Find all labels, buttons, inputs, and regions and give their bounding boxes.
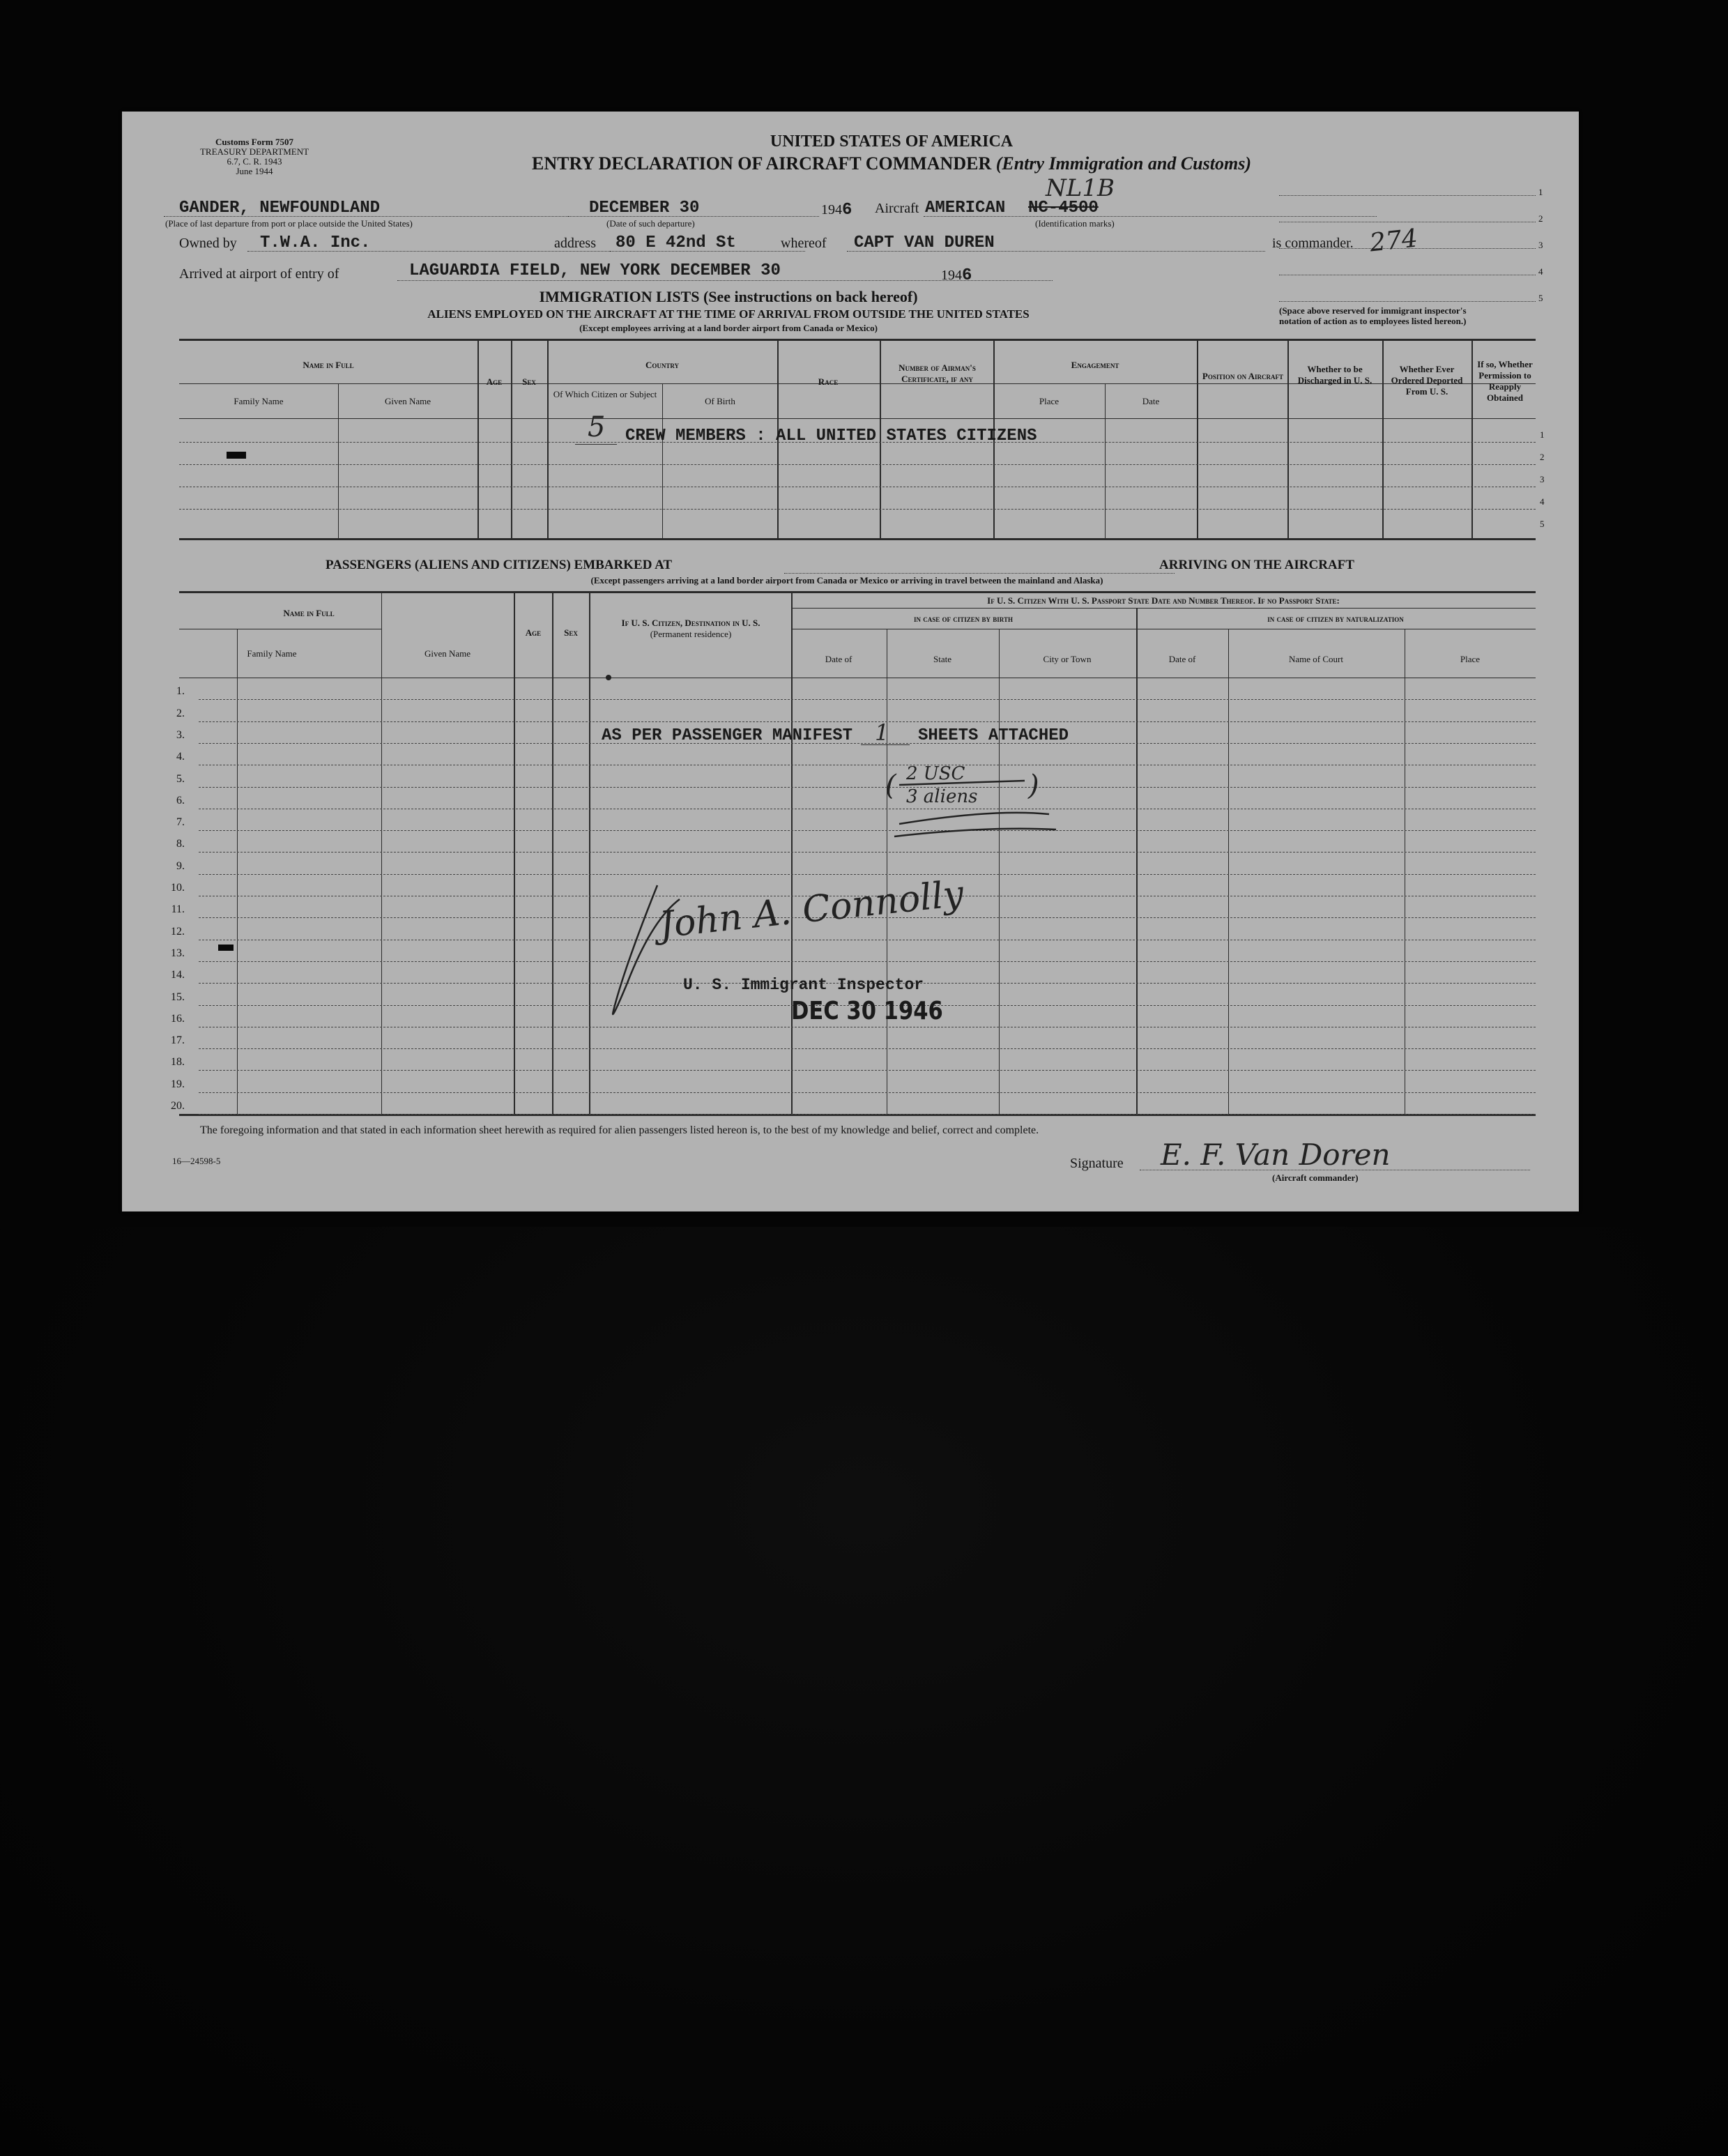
aircraft-name: AMERICAN [925, 199, 1006, 217]
hand-paren-open: ( [885, 770, 896, 802]
manifest-sheets: 1 [875, 719, 889, 746]
aircraft-caption: (Identification marks) [1035, 218, 1115, 229]
imm-h-sex: Sex [522, 376, 536, 387]
hand-note-2: 3 aliens [906, 786, 978, 807]
pass-h-by-naturalization: in case of citizen by naturalization [1267, 613, 1404, 624]
ink-blot-2 [218, 945, 234, 951]
passenger-row-number: 7. [176, 816, 185, 829]
imm-h-race: Race [818, 376, 839, 387]
owner-address: 80 E 42nd St [615, 234, 736, 252]
departure-date: DECEMBER 30 [589, 199, 700, 217]
passenger-row-number: 12. [171, 925, 185, 938]
pass-h-date-of-2: Date of [1168, 654, 1196, 664]
side-line-2: 2 [1538, 213, 1543, 224]
aircraft-hand-id: NL1B [1046, 174, 1115, 202]
form-cfr: 6.7, C. R. 1943 [227, 156, 282, 167]
passenger-row-number: 10. [171, 882, 185, 894]
address-label: address [554, 236, 596, 251]
imm-row-num-5: 5 [1540, 519, 1545, 529]
owner: T.W.A. Inc. [260, 234, 371, 252]
pass-h-destination-sub: (Permanent residence) [650, 629, 732, 639]
passenger-row-number: 5. [176, 772, 185, 785]
pass-h-city: City or Town [1043, 654, 1092, 664]
immigration-subtitle: ALIENS EMPLOYED ON THE AIRCRAFT AT THE TIME OF ARRIVAL FROM OUTSIDE THE UNITED STATES [427, 307, 1030, 321]
immigration-title: IMMIGRATION LISTS (See instructions on back hereof) [539, 288, 918, 305]
hand-strokes [122, 112, 1579, 1211]
passenger-row-number: 19. [171, 1078, 185, 1090]
hand-paren-close: ) [1028, 770, 1039, 802]
commander-name: CAPT VAN DUREN [854, 234, 995, 252]
arrived-label: Arrived at airport of entry of [179, 266, 339, 282]
manifest-text-2: SHEETS ATTACHED [918, 726, 1069, 745]
passenger-row-number: 14. [171, 969, 185, 981]
passengers-note: (Except passengers arriving at a land border airport from Canada or Mexico or arriving in travel between the mainland and Alaska) [590, 575, 1103, 586]
passenger-row-number: 15. [171, 991, 185, 1003]
imm-h-family-name: Family Name [234, 396, 284, 406]
passenger-row-number: 1. [176, 685, 185, 698]
form-title-paren: (Entry Immigration and Customs) [995, 153, 1251, 174]
pass-h-court: Name of Court [1289, 654, 1343, 664]
passenger-row-number: 20. [171, 1100, 185, 1112]
passenger-row-number: 9. [176, 859, 185, 872]
passenger-row-number: 16. [171, 1012, 185, 1025]
inspector-date-stamp: DEC 30 1946 [791, 997, 943, 1025]
whereof-label: whereof [781, 236, 827, 251]
passenger-row-number: 4. [176, 751, 185, 763]
departure-year-prefix: 194 [821, 202, 842, 217]
side-line-1: 1 [1538, 187, 1543, 197]
imm-row-num-2: 2 [1540, 452, 1545, 462]
side-line-3: 3 [1538, 240, 1543, 250]
arrival-place-date: LAGUARDIA FIELD, NEW YORK DECEMBER 30 [409, 261, 781, 280]
country-title: UNITED STATES OF AMERICA [770, 132, 1014, 151]
imm-h-airman-cert: Number of Airman's Certificate, if any [899, 362, 976, 384]
pass-h-place: Place [1460, 654, 1481, 664]
passenger-row-number: 17. [171, 1034, 185, 1047]
crew-count: 5 [588, 411, 606, 443]
imm-row-num-4: 4 [1540, 496, 1545, 507]
imm-h-engagement: Engagement [1071, 360, 1119, 370]
passenger-row-number: 6. [176, 794, 185, 806]
side-line-4: 4 [1538, 266, 1543, 277]
pass-h-family-name: Family Name [247, 648, 297, 659]
imm-h-name-in-full: Name in Full [303, 360, 354, 370]
passengers-title-right: ARRIVING ON THE AIRCRAFT [1159, 558, 1354, 572]
imm-h-position: Position on Aircraft [1202, 371, 1284, 381]
imm-h-permission: If so, Whether Permission to Reapply Obtained [1477, 359, 1533, 403]
departure-date-caption: (Date of such departure) [606, 218, 695, 229]
pass-h-state: State [933, 654, 951, 664]
imm-h-place: Place [1039, 396, 1060, 406]
passengers-title-left: PASSENGERS (ALIENS AND CITIZENS) EMBARKED AT [326, 558, 673, 572]
aircraft-struck-id: NC-4500 [1028, 199, 1099, 217]
stamp-number: 274 [1368, 224, 1419, 258]
signature-caption: (Aircraft commander) [1272, 1172, 1359, 1183]
form-department: TREASURY DEPARTMENT [199, 146, 309, 157]
form-title-main: ENTRY DECLARATION OF AIRCRAFT COMMANDER [532, 153, 992, 174]
pass-h-date-of: Date of [825, 654, 852, 664]
departure-place: GANDER, NEWFOUNDLAND [179, 199, 381, 217]
form-number: Customs Form 7507 [215, 137, 293, 147]
inspector-title: U. S. Immigrant Inspector [683, 976, 924, 994]
passenger-row-number: 11. [171, 903, 185, 916]
passenger-row-number: 3. [176, 728, 185, 741]
pass-h-age: Age [525, 627, 542, 638]
passenger-row-number: 13. [171, 947, 185, 959]
print-code: 16—24598-5 [172, 1156, 221, 1166]
passenger-row-number: 2. [176, 707, 185, 719]
aircraft-label: Aircraft [875, 201, 919, 216]
imm-row-num-3: 3 [1540, 474, 1545, 484]
owned-label: Owned by [179, 236, 237, 251]
form-date: June 1944 [236, 166, 273, 176]
imm-h-given-name: Given Name [384, 396, 431, 406]
declaration-text: The foregoing information and that stated in each information sheet herewith as required for alien passengers listed hereon is, to the best of my knowledge and belief, correct and complete. [200, 1124, 1039, 1136]
departure-year-suffix: 6 [842, 201, 852, 220]
pass-h-sex: Sex [564, 627, 578, 638]
crew-entry: CREW MEMBERS : ALL UNITED STATES CITIZENS [625, 427, 1037, 445]
pass-h-name-in-full: Name in Full [283, 608, 335, 618]
inspector-signature: John A. Connolly [657, 873, 966, 947]
signature-label: Signature [1070, 1156, 1124, 1171]
pass-h-by-birth: in case of citizen by birth [914, 613, 1013, 624]
imm-h-country: Country [645, 360, 680, 370]
passenger-row-number: 18. [171, 1056, 185, 1069]
side-line-5: 5 [1538, 293, 1543, 303]
imm-row-num-1: 1 [1540, 429, 1545, 440]
immigration-note: (Except employees arriving at a land border airport from Canada or Mexico) [579, 323, 878, 333]
pass-h-given-name: Given Name [424, 648, 471, 659]
imm-h-citizen-of: Of Which Citizen or Subject [553, 389, 657, 399]
manifest-text-1: AS PER PASSENGER MANIFEST [602, 726, 853, 745]
commander-signature: E. F. Van Doren [1161, 1138, 1391, 1172]
imm-h-age: Age [486, 376, 503, 387]
side-box-caption-2: notation of action as to employees listed hereon.) [1279, 316, 1467, 326]
scan-background [0, 1227, 1728, 2156]
entry-declaration-form [122, 112, 1579, 1211]
arrival-year-prefix: 194 [941, 268, 962, 283]
departure-place-caption: (Place of last departure from port or place outside the United States) [165, 218, 413, 229]
pass-h-passport: If U. S. Citizen With U. S. Passport State Date and Number Thereof. If no Passport State: [987, 595, 1340, 606]
imm-h-discharged: Whether to be Discharged in U. S. [1297, 364, 1373, 385]
side-box-caption-1: (Space above reserved for immigrant inspector's [1279, 305, 1467, 316]
pass-h-destination-main: If U. S. Citizen, Destination in U. S. [621, 618, 760, 628]
imm-h-date: Date [1142, 396, 1160, 406]
imm-h-of-birth: Of Birth [705, 396, 735, 406]
passenger-row-number: 8. [176, 838, 185, 850]
imm-h-deported: Whether Ever Ordered Deported From U. S. [1391, 364, 1463, 397]
is-commander-label: is commander. [1272, 236, 1354, 251]
hand-note-1: 2 USC [906, 763, 965, 784]
arrival-year-suffix: 6 [962, 266, 972, 285]
